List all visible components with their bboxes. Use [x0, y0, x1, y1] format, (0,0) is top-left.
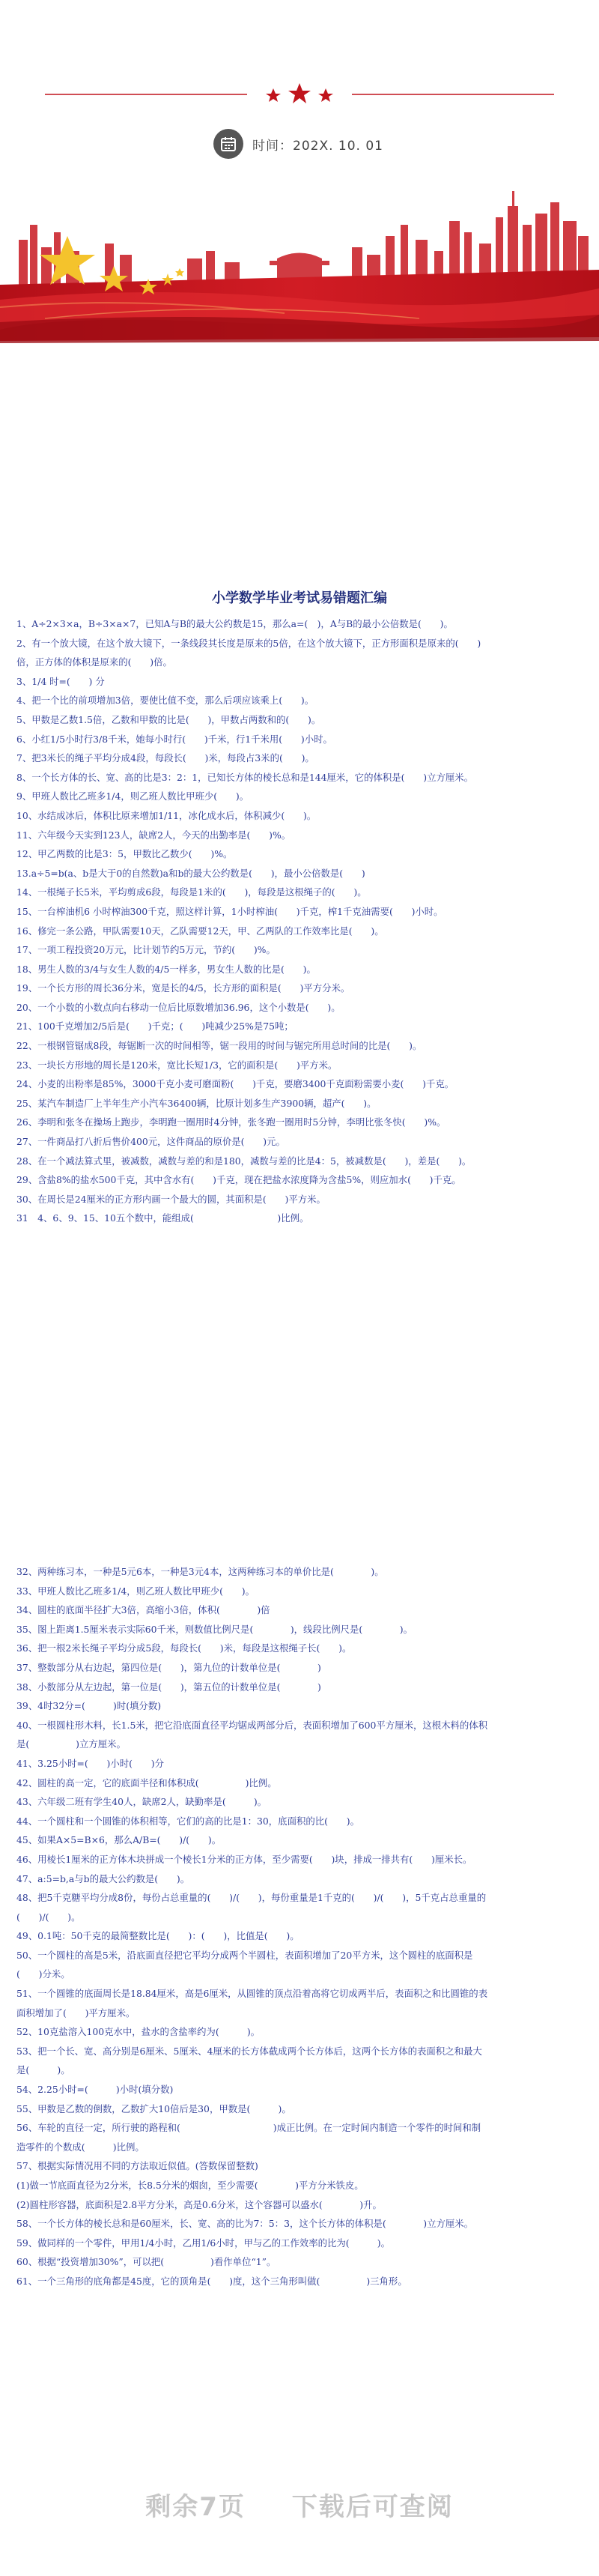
list-item: 58、一个长方体的棱长总和是60厘米，长、宽、高的比为7：5：3，这个长方体的体积是( )立方厘米。 [16, 2218, 474, 2230]
list-item: 26、李明和张冬在操场上跑步，李明跑一圈用时4分钟，张冬跑一圈用时5分钟，李明比张冬快( )%。 [16, 1116, 446, 1128]
list-item: (2)圆柱形容器，底面积是2.8平方分米，高是0.6分米，这个容器可以盛水( )升。 [16, 2198, 382, 2210]
list-item: 30、在周长是24厘米的正方形内画一个最大的圆，其面积是( )平方米。 [16, 1193, 326, 1205]
list-item: 18、男生人数的3/4与女生人数的4/5一样多，男女生人数的比是( )。 [16, 963, 316, 975]
list-item: 9、甲班人数比乙班多1/4，则乙班人数比甲班少( )。 [16, 790, 249, 802]
list-item: 42、圆柱的高一定，它的底面半径和体积成( )比例。 [16, 1777, 277, 1789]
list-item: 2、有一个放大镜，在这个放大镜下，一条线段其长度是原来的5倍，在这个放大镜下，正方形面积是原来的( )倍，正方体的体积是原来的( )倍。 [16, 637, 481, 668]
list-item: 54、2.25小时=( )小时(填分数) [16, 2084, 174, 2096]
list-item: 57、根据实际情况用不同的方法取近似值。(答数保留整数) [16, 2160, 258, 2172]
list-item: 29、含盐8%的盐水500千克，其中含水有( )千克，现在把盐水浓度降为含盐5%，则应加水( )千克。 [16, 1174, 461, 1186]
list-item: 55、甲数是乙数的倒数，乙数扩大10倍后是30，甲数是( )。 [16, 2102, 291, 2114]
date-label: 时间：202X. 10. 01 [252, 138, 383, 154]
list-item: 24、小麦的出粉率是85%，3000千克小麦可磨面粉( )千克，要磨3400千克面粉需要小麦( )千克。 [16, 1078, 454, 1090]
list-item: 1、A÷2×3×a，B÷3×a×7，已知A与B的最大公约数是15，那么a=( )，A与B的最小公倍数是( )。 [16, 618, 453, 629]
list-item: 13.a÷5=b(a、b是大于0的自然数)a和b的最大公约数是( )，最小公倍数是( ) [16, 867, 365, 879]
header-banner [0, 0, 599, 352]
list-item: 19、一个长方形的周长36分米，宽是长的4/5，长方形的面积是( )平方分米。 [16, 982, 350, 994]
list-item: 23、一块长方形地的周长是120米，宽比长短1/3，它的面积是( )平方米。 [16, 1059, 338, 1071]
list-item: 40、一根圆柱形木料，长1.5米，把它沿底面直径平均锯成两部分后，表面积增加了600平方厘米，这根木料的体积是( )立方厘米。 [16, 1719, 488, 1750]
question-list-part2 [16, 1562, 488, 2291]
list-item: 22、一根钢管锯成8段，每锯断一次的时间相等，锯一段用的时间与锯完所用总时间的比是( )。 [16, 1040, 422, 1052]
list-item: 56、车轮的直径一定，所行驶的路程和( )成正比例。在一定时间内制造一个零件的时间和制造零件的个数成( )比例。 [16, 2122, 481, 2153]
list-item: 41、3.25小时=( )小时( )分 [16, 1757, 164, 1769]
list-item: 34、圆柱的底面半径扩大3倍，高缩小3倍，体积( )倍 [16, 1604, 270, 1616]
list-item: 21、100千克增加2/5后是( )千克；( )吨减少25%是75吨； [16, 1021, 294, 1032]
list-item: 31 4、6、9、15、10五个数中，能组成( )比例。 [16, 1212, 309, 1224]
city-skyline [19, 191, 589, 285]
list-item: 17、一项工程投资20万元，比计划节约5万元，节约( )%。 [16, 944, 276, 956]
list-item: 53、把一个长、宽、高分别是6厘米、5厘米、4厘米的长方体截成两个长方体后，这两个长方体的表面积之和最大是( )。 [16, 2045, 482, 2076]
list-item: 45、如果A×5=B×6，那么A/B=( )/( )。 [16, 1834, 222, 1846]
download-to-view-label[interactable]: 下载后可查阅 [291, 2492, 454, 2522]
list-item: 3、1/4 时=( ) 分 [16, 675, 105, 687]
list-item: 6、小红1/5小时行3/8千米，她每小时行( )千米，行1千米用( )小时。 [16, 733, 332, 745]
question-list-part1 [16, 614, 488, 1228]
list-item: 33、甲班人数比乙班多1/4，则乙班人数比甲班少( )。 [16, 1585, 255, 1597]
list-item: 49、0.1吨：50千克的最简整数比是( )：( )，比值是( )。 [16, 1930, 300, 1942]
list-item: 43、六年级二班有学生40人，缺席2人，缺勤率是( )。 [16, 1796, 267, 1808]
list-item: 5、甲数是乙数1.5倍，乙数和甲数的比是( )，甲数占两数和的( )。 [16, 713, 321, 725]
list-item: 36、把一根2米长绳子平均分成5段，每段长( )米，每段是这根绳子长( )。 [16, 1642, 352, 1654]
list-item: 51、一个圆锥的底面周长是18.84厘米，高是6厘米，从圆锥的顶点沿着高将它切成两半后，表面积之和比圆锥的表面积增加了( )平方厘米。 [16, 1988, 488, 2019]
list-item: 50、一个圆柱的高是5米，沿底面直径把它平均分成两个半圆柱，表面积增加了20平方米，这个圆柱的底面积是( )分米。 [16, 1949, 473, 1980]
list-item: 11、六年级今天实到123人，缺席2人，今天的出勤率是( )%。 [16, 829, 291, 841]
document-title: 小学数学毕业考试易错题汇编 [212, 590, 387, 606]
list-item: 16、修完一条公路，甲队需要10天，乙队需要12天，甲、乙两队的工作效率比是( )。 [16, 925, 384, 937]
list-item: 14、一根绳子长5米，平均剪成6段，每段是1米的( )，每段是这根绳子的( )。 [16, 886, 367, 898]
list-item: (1)做一节底面直径为2分米，长8.5分米的烟囱，至少需要( )平方分米铁皮。 [16, 2180, 364, 2191]
list-item: 44、一个圆柱和一个圆锥的体积相等，它们的高的比是1：30，底面积的比( )。 [16, 1815, 359, 1827]
list-item: 7、把3米长的绳子平均分成4段，每段长( )米，每段占3米的( )。 [16, 752, 314, 764]
list-item: 20、一个小数的小数点向右移动一位后比原数增加36.96，这个小数是( )。 [16, 1001, 341, 1013]
download-footer[interactable] [0, 2486, 599, 2523]
list-item: 59、做同样的一个零件，甲用1/4小时，乙用1/6小时，甲与乙的工作效率的比为( )。 [16, 2237, 390, 2249]
list-item: 10、水结成冰后，体积比原来增加1/11，冰化成水后，体积减少( )。 [16, 809, 317, 821]
list-item: 35、图上距离1.5厘米表示实际60千米，则数值比例尺是( )，线段比例尺是( )。 [16, 1623, 413, 1635]
list-item: 32、两种练习本，一种是5元6本，一种是3元4本，这两种练习本的单价比是( )。 [16, 1566, 384, 1577]
list-item: 61、一个三角形的底角都是45度，它的顶角是( )度，这个三角形叫做( )三角形。 [16, 2275, 407, 2287]
list-item: 4、把一个比的前项增加3倍，要使比值不变，那么后项应该乘上( )。 [16, 695, 314, 707]
list-item: 15、一台榨油机6 小时榨油300千克，照这样计算，1小时榨油( )千克，榨1千克油需要( )小时。 [16, 905, 443, 917]
list-item: 46、用棱长1厘米的正方体木块拼成一个棱长1分米的正方体，至少需要( )块，排成一排共有( )厘米长。 [16, 1853, 472, 1865]
star-icon [175, 268, 184, 276]
list-item: 39、4时32分=( )时(填分数) [16, 1700, 162, 1712]
list-item: 37、整数部分从右边起，第四位是( )，第九位的计数单位是( ) [16, 1661, 321, 1673]
list-item: 47、a:5=b,a与b的最大公约数是( )。 [16, 1872, 190, 1884]
list-item: 38、小数部分从左边起，第一位是( )，第五位的计数单位是( ) [16, 1681, 321, 1693]
list-item: 12、甲乙两数的比是3：5，甲数比乙数少( )%。 [16, 848, 233, 860]
list-item: 27、一件商品打八折后售价400元，这件商品的原价是( )元。 [16, 1136, 285, 1148]
remaining-pages-label: 剩余7页 [145, 2492, 246, 2522]
list-item: 52、10克盐溶入100克水中，盐水的含盐率约为( )。 [16, 2026, 261, 2038]
list-item: 60、根据“投资增加30%”，可以把( )看作单位“1”。 [16, 2256, 276, 2268]
list-item: 8、一个长方体的长、宽、高的比是3：2：1，已知长方体的棱长总和是144厘米，它的体积是( )立方厘米。 [16, 771, 474, 783]
list-item: 25、某汽车制造厂上半年生产小汽车36400辆，比原计划多生产3900辆，超产( )。 [16, 1097, 377, 1109]
list-item: 28、在一个减法算式里，被减数，减数与差的和是180，减数与差的比是4：5，被减数是( )，差是( )。 [16, 1155, 472, 1167]
list-item: 48、把5千克糖平均分成8份，每份占总重量的( )/( )，每份重量是1千克的( )/( )，5千克占总重量的( )/( )。 [16, 1892, 487, 1923]
